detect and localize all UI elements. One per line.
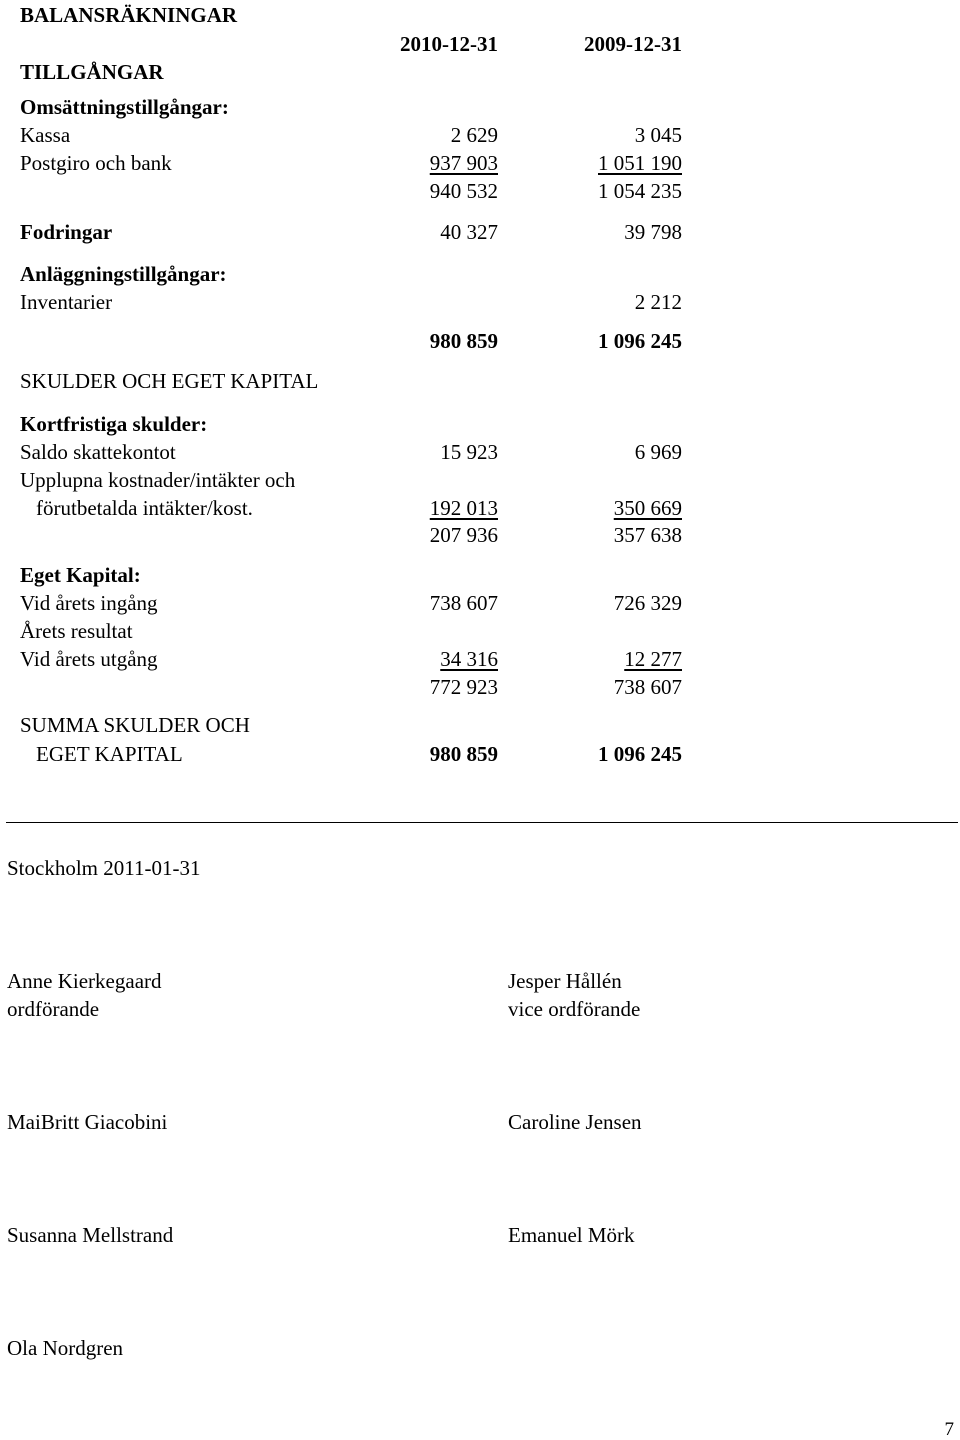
fixed-assets-heading: Anläggningstillgångar: xyxy=(20,262,227,286)
fodringar-2009: 39 798 xyxy=(624,220,682,244)
utgang-2009: 12 277 xyxy=(624,647,682,671)
postgiro-label: Postgiro och bank xyxy=(20,151,172,175)
signatory-jesper-role: vice ordförande xyxy=(508,997,641,1021)
inventarier-label: Inventarier xyxy=(20,290,113,314)
equity-sum-2009: 738 607 xyxy=(613,675,682,699)
signatory-emanuel-name: Emanuel Mörk xyxy=(508,1223,635,1247)
signatory-anne-role: ordförande xyxy=(7,997,100,1021)
signatory-caroline-name: Caroline Jensen xyxy=(508,1110,642,1134)
resultat-label: Årets resultat xyxy=(20,619,133,643)
upplupna-2010: 192 013 xyxy=(429,496,498,520)
signatory-ola-name: Ola Nordgren xyxy=(7,1336,124,1360)
kassa-2009: 3 045 xyxy=(634,123,682,147)
kassa-label: Kassa xyxy=(20,123,71,147)
assets-title: TILLGÅNGAR xyxy=(20,60,164,84)
upplupna-label-line1: Upplupna kostnader/intäkter och xyxy=(20,468,296,492)
liabilities-title: SKULDER OCH EGET KAPITAL xyxy=(20,369,319,393)
total-assets-2010: 980 859 xyxy=(429,329,498,353)
short-liabilities-sum-2010: 207 936 xyxy=(429,523,498,547)
signatory-maibritt-name: MaiBritt Giacobini xyxy=(7,1110,168,1134)
current-assets-sum-2009: 1 054 235 xyxy=(598,179,682,203)
short-liabilities-heading: Kortfristiga skulder: xyxy=(20,412,208,436)
kassa-2010: 2 629 xyxy=(450,123,498,147)
current-assets-sum-2010: 940 532 xyxy=(429,179,498,203)
equity-heading: Eget Kapital: xyxy=(20,563,141,587)
page-number: 7 xyxy=(944,1419,954,1440)
total-liabilities-2010: 980 859 xyxy=(429,742,498,766)
upplupna-2009: 350 669 xyxy=(613,496,682,520)
signatory-jesper-name: Jesper Hållén xyxy=(508,969,622,993)
fodringar-label: Fodringar xyxy=(20,220,113,244)
postgiro-2009: 1 051 190 xyxy=(598,151,682,175)
total-assets-2009: 1 096 245 xyxy=(598,329,682,353)
saldo-label: Saldo skattekontot xyxy=(20,440,176,464)
upplupna-label-line2: förutbetalda intäkter/kost. xyxy=(36,496,253,520)
total-liabilities-2009: 1 096 245 xyxy=(598,742,682,766)
saldo-2010: 15 923 xyxy=(440,440,498,464)
document-heading: BALANSRÄKNINGAR xyxy=(20,3,238,27)
total-liabilities-label-line1: SUMMA SKULDER OCH xyxy=(20,713,250,737)
short-liabilities-sum-2009: 357 638 xyxy=(613,523,682,547)
ingang-2009: 726 329 xyxy=(613,591,682,615)
place-date: Stockholm 2011-01-31 xyxy=(7,856,201,880)
ingang-label: Vid årets ingång xyxy=(20,591,158,615)
inventarier-2009: 2 212 xyxy=(634,290,682,314)
signatory-anne-name: Anne Kierkegaard xyxy=(7,969,162,993)
saldo-2009: 6 969 xyxy=(634,440,682,464)
column-date-2009: 2009-12-31 xyxy=(584,32,682,56)
postgiro-2010: 937 903 xyxy=(429,151,498,175)
equity-sum-2010: 772 923 xyxy=(429,675,498,699)
column-date-2010: 2010-12-31 xyxy=(400,32,498,56)
divider-line xyxy=(6,822,958,823)
signatory-susanna-name: Susanna Mellstrand xyxy=(7,1223,174,1247)
utgang-2010: 34 316 xyxy=(440,647,498,671)
current-assets-heading: Omsättningstillgångar: xyxy=(20,95,229,119)
total-liabilities-label-line2: EGET KAPITAL xyxy=(36,742,183,766)
utgang-label: Vid årets utgång xyxy=(20,647,158,671)
fodringar-2010: 40 327 xyxy=(440,220,498,244)
ingang-2010: 738 607 xyxy=(429,591,498,615)
